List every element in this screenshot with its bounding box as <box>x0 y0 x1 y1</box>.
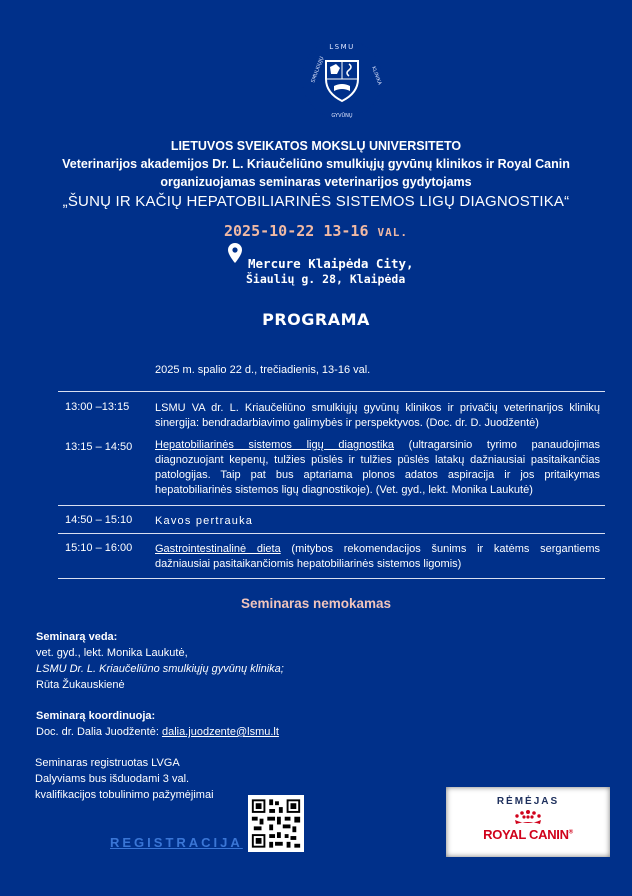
audience-line: organizuojamas seminaras veterinarijos gydytojams <box>160 175 472 189</box>
royal-canin-logo <box>446 827 610 842</box>
map-pin-icon <box>228 243 242 263</box>
university-name: LIETUVOS SVEIKATOS MOKSLŲ UNIVERSITETO <box>170 139 462 153</box>
program-time: 13:00 –13:15 <box>65 401 130 413</box>
accreditation-line-3: kvalifikacijos tobulinimo pažymėjimai <box>35 789 214 801</box>
venue-address: Šiaulių g. 28, Klaipėda <box>246 272 406 286</box>
lsmu-seal-logo <box>300 37 384 121</box>
accreditation-line-2: Dalyviams bus išduodami 3 val. <box>35 773 190 785</box>
organizer-line: Veterinarijos akademijos Dr. L. Kriaučeliūno smulkiųjų gyvūnų klinikos ir Royal Canin <box>62 157 570 171</box>
program-text: LSMU VA dr. L. Kriaučeliūno smulkiųjų gyvūnų klinikos ir privačių veterinarijos klinikų sinergija: bendradarbiavimo galimybės ir perspektyvos. (Doc. dr. D. Juodžentė) <box>155 402 600 429</box>
program-text: (mitybos rekomendacijos šunims ir katėms sergantiems dažniausiai pasitaikančiomis hepatobiliarinės sistemos ligomis) <box>155 543 601 570</box>
registration-link[interactable]: REGISTRACIJA <box>110 835 243 850</box>
coordinator-name: Doc. dr. Dalia Juodžentė: <box>36 726 162 738</box>
program-time: 15:10 – 16:00 <box>65 542 133 554</box>
program-topic-link[interactable]: Gastrointestinalinė dieta <box>155 543 281 555</box>
program-description <box>155 438 600 498</box>
program-topic-link[interactable]: Hepatobiliarinės sistemos ligų diagnostika <box>155 439 395 451</box>
accreditation-block <box>35 755 214 803</box>
royal-canin-crown-icon <box>510 809 546 827</box>
free-seminar-note: Seminaras nemokamas <box>240 596 392 611</box>
coordinator-heading: Seminarą koordinuoja: <box>36 710 156 722</box>
program-day: 2025 m. spalio 22 d., trečiadienis, 13-16 val. <box>155 364 371 376</box>
lecturers-block <box>36 629 284 693</box>
coordinator-block <box>36 708 279 740</box>
divider <box>58 391 605 392</box>
divider <box>58 505 605 506</box>
svg-text:LSMU: LSMU <box>329 43 355 51</box>
program-description <box>155 401 600 431</box>
brand-mark: ® <box>568 829 573 836</box>
divider <box>58 578 605 579</box>
divider <box>58 533 605 534</box>
svg-text:KLINIKA: KLINIKA <box>370 65 383 86</box>
program-time: 14:50 – 15:10 <box>65 514 133 526</box>
seminar-title: „ŠUNŲ IR KAČIŲ HEPATOBILIARINĖS SISTEMOS LIGŲ DIAGNOSTIKA“ <box>62 193 570 210</box>
event-date-suffix: VAL. <box>377 226 409 239</box>
lecturer-2: Rūta Žukauskienė <box>36 679 125 691</box>
sponsor-label: RĖMĖJAS <box>496 796 560 807</box>
svg-text:SMULKIŲJŲ: SMULKIŲJŲ <box>310 55 326 84</box>
accreditation-line-1: Seminaras registruotas LVGA <box>35 757 180 769</box>
lecturer-1: vet. gyd., lekt. Monika Laukutė, <box>36 647 188 659</box>
event-date <box>0 222 632 240</box>
venue-name: Mercure Klaipėda City, <box>248 256 414 271</box>
program-text: Kavos pertrauka <box>155 515 254 527</box>
program-description <box>155 542 600 572</box>
program-description <box>155 514 600 529</box>
event-date-value: 2025-10-22 13-16 <box>223 222 369 240</box>
program-heading: PROGRAMA <box>262 310 370 329</box>
program-time: 13:15 – 14:50 <box>65 441 133 453</box>
lecturer-affiliation: LSMU Dr. L. Kriaučeliūno smulkiųjų gyvūnų klinika; <box>36 663 284 675</box>
brand-name: ROYAL CANIN <box>483 827 569 842</box>
svg-text:GYVŪNŲ: GYVŪNŲ <box>331 113 353 119</box>
qr-code-icon[interactable] <box>248 795 304 852</box>
program-text: (ultragarsinio tyrimo panaudojimas diagnozuojant kepenų, tulžies pūslės ir tulžies pūslės latakų dažniausiai pasitaikančias patologijas. Taip pat bus aptariama plonos adatos aspiracija ir jos pritaikymas hepatobiliarinės sistemos ligų diagnostikoje). (Vet. gyd., lekt. Monika Laukutė) <box>155 439 600 496</box>
coordinator-email-link[interactable]: dalia.juodzente@lsmu.lt <box>161 726 279 738</box>
sponsor-box <box>446 787 610 857</box>
lecturers-heading: Seminarą veda: <box>36 631 118 643</box>
